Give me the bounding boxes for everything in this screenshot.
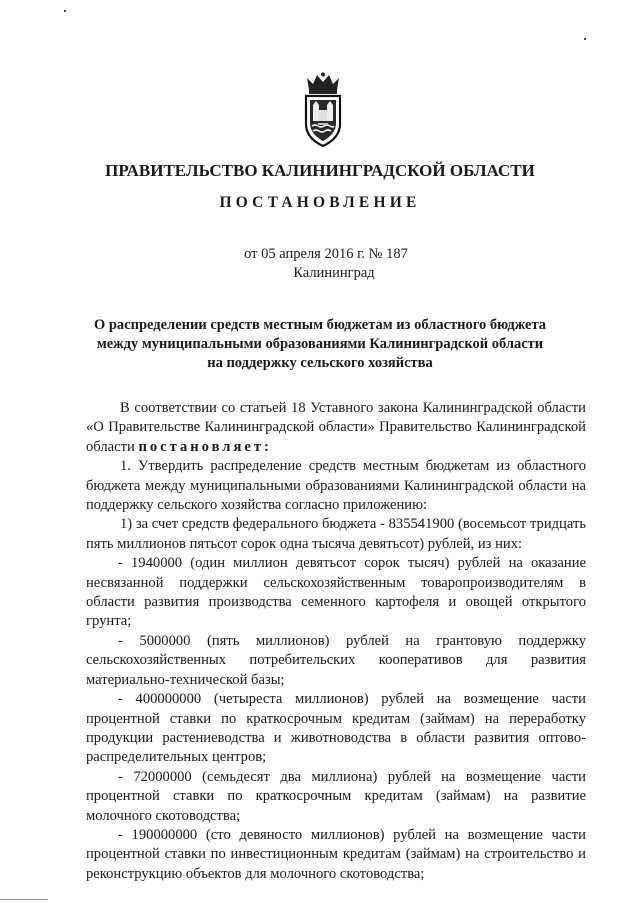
document-city: Калининград	[293, 265, 375, 281]
government-title: ПРАВИТЕЛЬСТВО КАЛИНИНГРАДСКОЙ ОБЛАСТИ	[105, 161, 535, 180]
list-item: - 5000000 (пять миллионов) рублей на грантовую поддержку сельскохозяйственных потребительских кооперативов для развития материально-технической базы;	[86, 632, 586, 688]
document-date-number: от 05 апреля 2016 г. № 187	[244, 246, 408, 262]
subject-line: О распределении средств местным бюджетам из областного бюджета	[93, 317, 547, 333]
resolves-word: постановляет:	[138, 438, 272, 455]
list-item: - 72000000 (семьдесят два миллиона) рублей на возмещение части процентной ставки по краткосрочным кредитам (займам) на развитие молочного скотоводства;	[86, 768, 586, 824]
intro-paragraph	[86, 399, 586, 457]
document-subject	[70, 316, 570, 373]
coat-of-arms-icon	[301, 72, 345, 148]
list-item: - 1940000 (один миллион девятьсот сорок тысяч) рублей на оказание несвязанной поддержки сельскохозяйственным товаропроизводителям в области развития производства семенного картофеля и овощей открытого грунта;	[86, 555, 586, 630]
paragraph-item-1: 1. Утвердить распределение средств местным бюджетам из областного бюджета между муниципальными образованиями Калининградской области на поддержку сельского хозяйства согласно приложению:	[86, 458, 586, 514]
list-item: - 190000000 (сто девяносто миллионов) рублей на возмещение части процентной ставки по инвестиционным кредитам (займам) на строительство и реконструкцию объектов для молочного скотоводства;	[86, 826, 586, 882]
subject-line: на поддержку сельского хозяйства	[207, 355, 433, 371]
paragraph-item-1-1: 1) за счет средств федерального бюджета - 835541900 (восемьсот тридцать пять миллионов пятьсот сорок одна тысяча девятьсот) рублей, из них:	[86, 516, 586, 552]
intro-text: В соответствии со статьей 18 Уставного закона Калининградской области «О Правительстве Калининградской области» Правительство Калининградской области	[86, 400, 586, 455]
document-type: ПОСТАНОВЛЕНИЕ	[219, 194, 421, 211]
subject-line: между муниципальными образованиями Калининградской области	[96, 336, 544, 352]
list-item: - 400000000 (четыреста миллионов) рублей на возмещение части процентной ставки по краткосрочным кредитам (займам) на переработку продукции растениеводства и животноводства в области развития оптово-распределительных центров;	[86, 691, 586, 766]
footer-divider	[0, 899, 48, 900]
scan-speck	[64, 10, 66, 12]
document-body	[86, 399, 586, 884]
scan-speck	[584, 38, 586, 40]
